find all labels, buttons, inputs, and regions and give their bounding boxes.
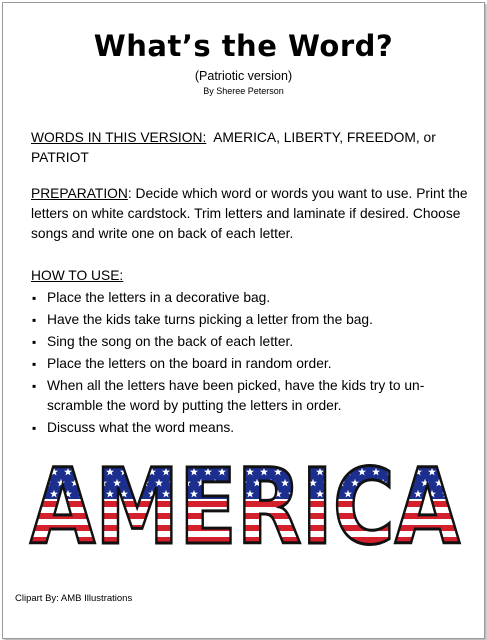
- preparation-text: : Decide which word or words you want to use. Print the letters on white cardstock. Trim letters and laminate if desired. Choose songs and write one on back of each letter.: [31, 186, 468, 241]
- list-item: [31, 332, 471, 352]
- clipart-credit: Clipart By: AMB Illustrations: [15, 593, 133, 604]
- america-flag-banner: [27, 453, 463, 559]
- bullet-icon: ▪: [32, 379, 37, 393]
- document-page: [2, 2, 485, 639]
- list-item: [31, 418, 471, 438]
- page-subtitle: (Patriotic version): [194, 69, 293, 83]
- step-text: Discuss what the word means.: [47, 420, 235, 435]
- steps-list: [31, 288, 471, 440]
- bullet-icon: ▪: [32, 421, 37, 435]
- bullet-icon: ▪: [32, 335, 37, 349]
- how-to-use-heading: HOW TO USE: [31, 268, 120, 283]
- list-item: [31, 354, 471, 374]
- page-title: What’s the Word?: [93, 29, 394, 63]
- step-text: When all the letters have been picked, have the kids try to un-scramble the word by putting the letters in order.: [47, 378, 425, 413]
- list-item: [31, 376, 471, 416]
- bullet-icon: ▪: [32, 291, 37, 305]
- words-list: AMERICA, LIBERTY, FREEDOM, or PATRIOT: [31, 130, 436, 165]
- preparation-section: [31, 184, 471, 244]
- how-to-use-colon: :: [119, 268, 124, 283]
- bullet-icon: ▪: [32, 313, 37, 327]
- words-section: [31, 128, 471, 168]
- preparation-heading: PREPARATION: [31, 186, 128, 201]
- author-line: By Sheree Peterson: [203, 86, 284, 96]
- list-item: [31, 310, 471, 330]
- words-heading: WORDS IN THIS VERSION:: [31, 130, 207, 145]
- step-text: Have the kids take turns picking a letter from the bag.: [47, 312, 373, 327]
- banner-word: AMERICA: [30, 453, 460, 559]
- how-to-use-section: [31, 266, 471, 286]
- step-text: Place the letters in a decorative bag.: [47, 290, 271, 305]
- step-text: Place the letters on the board in random order.: [47, 356, 332, 371]
- step-text: Sing the song on the back of each letter.: [47, 334, 294, 349]
- list-item: [31, 288, 471, 308]
- bullet-icon: ▪: [32, 357, 37, 371]
